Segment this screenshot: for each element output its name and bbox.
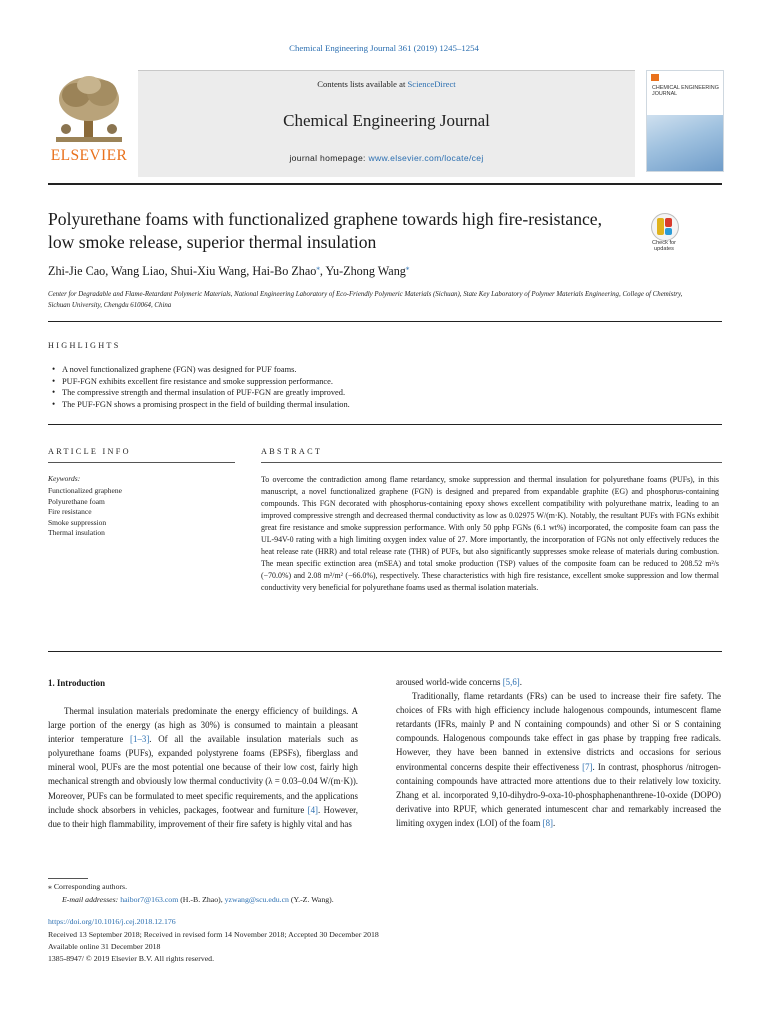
journal-cover-thumbnail[interactable] [646,70,724,172]
highlights-list [48,364,708,410]
intro-text: aroused world-wide concerns [396,677,503,687]
citation-link[interactable]: [5,6] [502,677,520,687]
email-owner: (Y.-Z. Wang). [288,895,334,904]
intro-paragraph [396,689,721,830]
elsevier-tree-icon [54,73,124,145]
citation-link[interactable]: [1–3] [130,734,150,745]
keywords-list [48,486,235,539]
received-dates: Received 13 September 2018; Received in revised form 14 November 2018; Accepted 30 December 2018 [48,930,379,939]
section-rule [48,651,722,652]
crossmark-badge [651,213,679,241]
contents-line [138,79,635,89]
introduction-right-column [396,675,721,830]
intro-text: . However, due to their high flammability, improvement of their fire safety is highly vital and has [48,804,358,829]
abstract-rule [261,462,722,463]
sciencedirect-link[interactable]: ScienceDirect [407,79,456,89]
journal-homepage-line [138,153,635,163]
highlight-item: • The compressive strength and thermal insulation of PUF-FGN are greatly improved. [48,387,708,399]
copyright-line: 1385-8947/ © 2019 Elsevier B.V. All rights reserved. [48,954,215,963]
keywords-label: Keywords: [48,474,81,483]
corresponding-authors-note: ⁎ Corresponding authors. [48,882,128,891]
highlight-item: • PUF-FGN exhibits excellent fire resistance and smoke suppression performance. [48,376,708,388]
citation-link[interactable]: [4] [307,804,318,815]
keyword-item: Functionalized graphene [48,486,122,495]
doi-link[interactable]: https://doi.org/10.1016/j.cej.2018.12.176 [48,917,176,926]
highlight-item: • The PUF-FGN shows a promising prospect in the field of building thermal insulation. [48,399,708,411]
abstract-text: To overcome the contradiction among flame retardancy, smoke suppression and thermal insulation for polyurethane foams (PUFs), in this manuscript, a novel functionalized graphene (FGN) is designed and prepared from expandable graphite (EG) and phosphorus-containing compounds. This FGN decorated with phosphorus-containing epoxy shows excellent compatibility with polyurethane matrix, leading to an improved compressive strength and decreased thermal conductivity as low as 0.02975 W/(m·K). Notably, the resultant PUFs with FGNs exhibit great fire resistance and smoke suppression performance. With only 50 pphp FGNs (6.1 wt%) incorporated, the composite foam can pass the UL-94V-0 rating with a high limiting oxygen index value of 27. More importantly, the incorporation of FGNs not only effectively reduces the heat release rate (HRR) and total release rate (THR) of PUFs, but also significantly suppresses smoke release of materials during combustion. The mean specific extinction area (mSEA) and total smoke production (TSP) values of the composite foam can be reduced to 208.52 m²/s (−70.0%) and 2.08 m²/m² (−66.0%), respectively. These characteristics with high fire resistance, excellent smoke suppression and low thermal conductivity very beneficial for polyurethane foams used as thermal isolation materials. [261,475,719,593]
crossmark-label: Check for updates [652,240,676,252]
intro-text: . Of all the available insulation materials such as polyurethane foams (PUFs), expanded polystyrene foams (EPSFs), fiberglass and mineral wool, PUFs are the most potential one because of their low cost, fairly high mechanical strength and obviously low thermal conductivity (λ = 0.03–0.04 W/(m·K)). Moreover, PUFs can be formulated to meet specific requirements, and the applications include shock absorbers in vehicles, packages, footwear and furniture [48,734,358,815]
author-list [48,264,688,279]
keyword-item: Polyurethane foam [48,496,105,506]
email-owner: (H.-B. Zhao), [178,895,225,904]
footnote-rule [48,878,88,879]
journal-title: Chemical Engineering Journal [283,111,490,130]
intro-text: . [519,677,522,687]
elsevier-wordmark: ELSEVIER [50,147,128,164]
section-rule [48,321,722,322]
elsevier-logo[interactable] [48,70,130,170]
citation-link[interactable]: [7] [582,761,593,772]
article-info-rule [48,462,235,463]
authors-text: Zhi-Jie Cao, Wang Liao, Shui-Xiu Wang, Hai-Bo Zhao [48,264,317,279]
highlight-item: • A novel functionalized graphene (FGN) was designed for PUF foams. [48,364,708,376]
homepage-prefix: journal homepage: [289,153,369,163]
keyword-item: Smoke suppression [48,517,107,527]
corresponding-mark-2[interactable]: ⁎ [405,264,410,272]
masthead-center-panel [138,70,635,177]
online-date: Available online 31 December 2018 [48,942,161,951]
author-separator: , [319,264,326,279]
article-info-heading: ARTICLE INFO [48,447,131,456]
intro-text: Thermal insulation materials predominate the energy efficiency of buildings. A large portion of the energy (as high as 30%) is consumed to maintain a pleasant interior temperature [48,706,358,745]
corresponding-mark[interactable]: ⁎ [316,264,320,272]
crossmark-icon[interactable] [644,213,684,261]
email-link[interactable]: yzwang@scu.edu.cn [224,895,289,904]
keyword-item: Fire resistance [48,507,92,517]
cover-title: CHEMICAL ENGINEERING JOURNAL [652,85,719,97]
masthead-rule [48,183,722,185]
email-link[interactable]: haibor7@163.com [120,895,179,904]
email-label: E-mail addresses: [62,895,121,904]
contents-prefix: Contents lists available at [317,79,408,89]
masthead [48,70,722,176]
journal-reference-link[interactable]: Chemical Engineering Journal 361 (2019) 1245–1254 [289,43,479,53]
paper-title: Polyurethane foams with functionalized graphene towards high fire-resistance, low smoke release, superior thermal insulation [48,209,603,252]
intro-text: . [553,817,556,828]
introduction-heading: 1. Introduction [48,678,106,688]
cover-header-graphic [647,71,723,83]
introduction-left-column [48,704,358,831]
intro-paragraph [396,675,721,689]
intro-text: . In contrast, phosphorus /nitrogen-containing compounds have attracted more attentions due to their relatively low toxicity. Zhang et al. incorporated 9,10-dihydro-9-oxa-10-phosphaphenanthrene-10-oxide (DOPO) derivative into RPUF, which generated intumescent char and remarkably increased the limiting oxygen index (LOI) of the foam [396,761,721,828]
highlights-heading: HIGHLIGHTS [48,341,121,350]
affiliation: Center for Degradable and Flame-Retardant Polymeric Materials, National Engineering Laboratory of Eco-Friendly Polymeric Materials (Sichuan), State Key Laboratory of Polymer Materials Engineering, College of Chemistry, Sichuan University, Chengdu 610064, China [48,291,683,309]
homepage-link[interactable]: www.elsevier.com/locate/cej [368,153,484,163]
email-addresses [62,895,334,904]
author-last: Yu-Zhong Wang [325,264,406,279]
cover-artwork [647,115,723,171]
citation-link[interactable]: [8] [542,817,554,828]
intro-text: Traditionally, flame retardants (FRs) can be used to increase their fire safety. The choices of FRs with high efficiency include halogenous compounds, intumescent flame retardants (IFRs, mainly P and N containing compounds) and other Si or S containing compounds. Halogenous compounds take effect in gas phase by trapping free radicals. However, they have been banned in extensive districts and occasions for serious environmental concerns despite their effectiveness [396,691,721,772]
keyword-item: Thermal insulation [48,528,105,538]
abstract-heading: ABSTRACT [261,447,323,456]
section-rule [48,424,722,425]
